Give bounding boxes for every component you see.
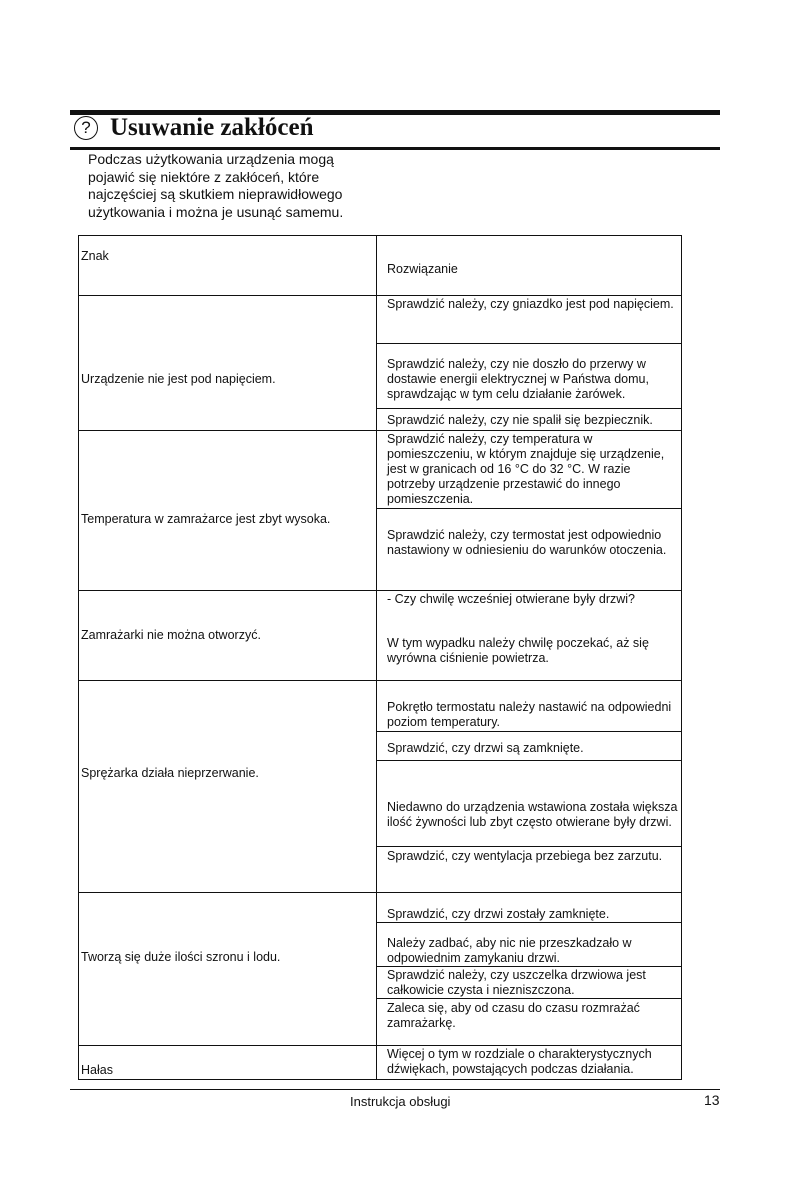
title-rule (70, 147, 720, 150)
table-row (79, 431, 681, 591)
intro-line: użytkowania i można je usunąć samemu. (88, 203, 344, 220)
sign-text: Temperatura w zamrażarce jest zbyt wysoka. (81, 512, 331, 526)
sign-text: Tworzą się duże ilości szronu i lodu. (81, 950, 281, 964)
solution-text: Sprawdzić należy, czy termostat jest odpowiednio nastawiony w odniesieniu do warunków otoczenia. (387, 528, 667, 557)
solution-text: Sprawdzić, czy drzwi są zamknięte. (387, 741, 584, 755)
solution-text: Sprawdzić, czy drzwi zostały zamknięte. (387, 907, 610, 921)
header-solution: Rozwiązanie (387, 262, 458, 276)
intro-line: najczęściej są skutkiem nieprawidłowego (88, 186, 343, 202)
solution-text: Sprawdzić należy, czy temperatura w pomieszczeniu, w którym znajduje się urządzenie, jest w granicach od 16 °C do 32 °C. W razie potrzeby urządzenie przestawić do innego pomieszczenia. (387, 432, 665, 506)
solution-text: Sprawdzić, czy wentylacja przebiega bez zarzutu. (387, 849, 663, 863)
table-header (79, 236, 681, 296)
intro-line: pojawić się niektóre z zakłóceń, które (88, 168, 320, 185)
footer-text: Instrukcja obsługi (350, 1094, 451, 1109)
sign-text: Sprężarka działa nieprzerwanie. (81, 766, 259, 780)
title-text: Usuwanie zakłóceń (110, 114, 314, 141)
table-row (79, 1046, 681, 1079)
table-row (79, 893, 681, 1046)
solution-text: - Czy chwilę wcześniej otwierane były drzwi? (387, 592, 635, 606)
footer-rule (70, 1089, 720, 1090)
intro-paragraph (88, 151, 388, 221)
solution-text: Sprawdzić należy, czy nie doszło do przerwy w dostawie energii elektrycznej w Państwa domu, sprawdzając w tym celu działanie żarówek. (387, 357, 649, 401)
table-row (79, 296, 681, 431)
solution-text: Należy zadbać, aby nic nie przeszkadzało w odpowiednim zamykaniu drzwi. (387, 936, 632, 965)
solution-text: Więcej o tym w rozdziale o charakterystycznych dźwiękach, powstających podczas działania. (387, 1047, 652, 1076)
solution-text: Sprawdzić należy, czy uszczelka drzwiowa jest całkowicie czysta i niezniszczona. (387, 968, 646, 997)
solution-text: Sprawdzić należy, czy gniazdko jest pod napięciem. (387, 297, 674, 311)
solution-text: W tym wypadku należy chwilę poczekać, aż się wyrówna ciśnienie powietrza. (387, 636, 649, 665)
solution-text: Zaleca się, aby od czasu do czasu rozmrażać zamrażarkę. (387, 1001, 640, 1030)
sign-text: Urządzenie nie jest pod napięciem. (81, 372, 276, 386)
sign-text: Hałas (81, 1063, 113, 1077)
solution-text: Niedawno do urządzenia wstawiona została większa ilość żywności lub zbyt często otwierane były drzwi. (387, 800, 678, 829)
question-icon: ? (74, 116, 98, 140)
solution-text: Sprawdzić należy, czy nie spalił się bezpiecznik. (387, 413, 653, 427)
table-row (79, 681, 681, 893)
table-row (79, 591, 681, 681)
header-sign: Znak (81, 249, 109, 263)
page-number: 13 (704, 1092, 720, 1108)
section-title (74, 114, 313, 142)
troubleshooting-table (78, 235, 682, 1080)
solution-text: Pokrętło termostatu należy nastawić na odpowiedni poziom temperatury. (387, 700, 672, 729)
intro-line: Podczas użytkowania urządzenia mogą (88, 151, 334, 167)
sign-text: Zamrażarki nie można otworzyć. (81, 628, 261, 642)
